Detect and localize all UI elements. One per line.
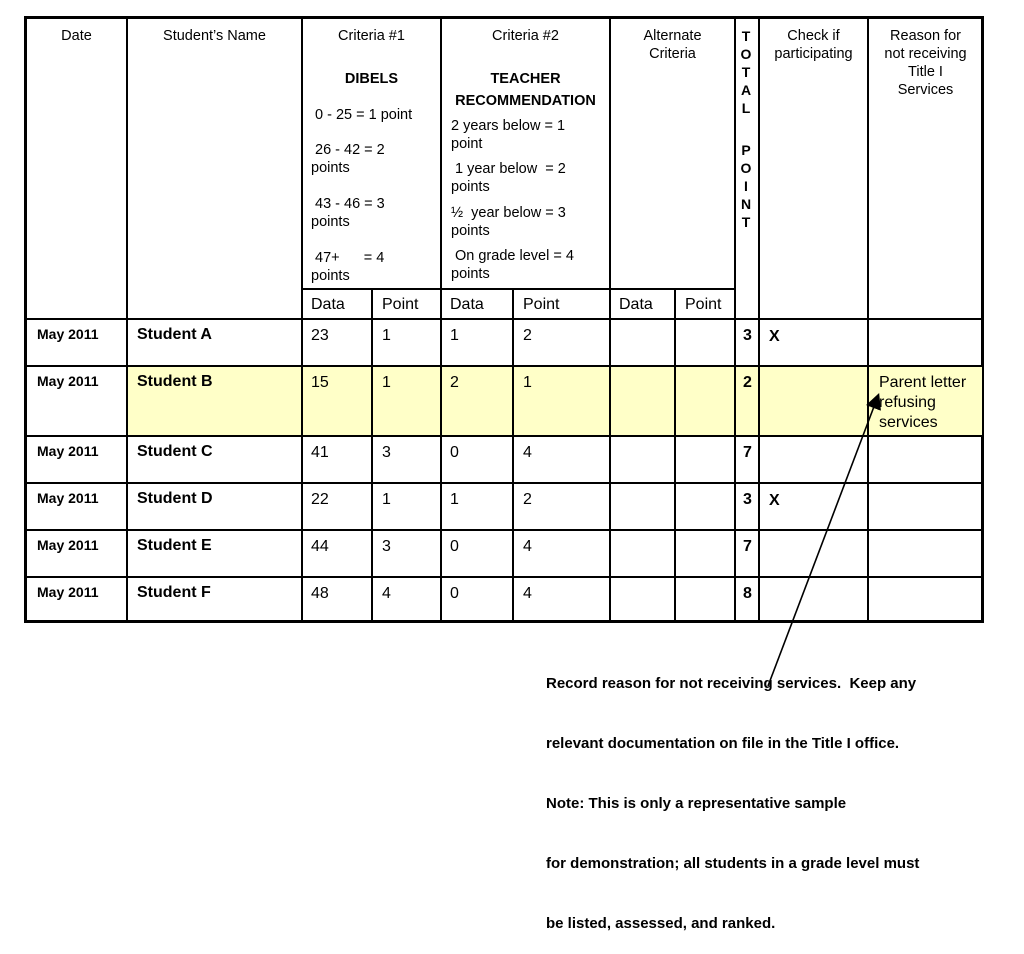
total-points-letter: A bbox=[740, 82, 752, 98]
total-points-letter: O bbox=[740, 46, 752, 62]
total-points-letter: I bbox=[744, 178, 748, 194]
footnote-line: for demonstration; all students in a grade level must bbox=[546, 855, 920, 872]
row-c1-data: 44 bbox=[311, 538, 329, 555]
row-c1-point: 1 bbox=[382, 491, 391, 508]
header-criteria2-subtitle: RECOMMENDATION bbox=[455, 93, 596, 109]
row-c1-point: 1 bbox=[382, 327, 391, 344]
criteria1-range: 43 - 46 = 3 bbox=[315, 196, 385, 212]
header-reason: not receiving bbox=[884, 46, 967, 62]
criteria1-range: 26 - 42 = 2 bbox=[315, 142, 385, 158]
header-reason: Title I bbox=[908, 64, 943, 80]
footnote-line: relevant documentation on file in the Title I office. bbox=[546, 735, 900, 752]
row-student-name: Student E bbox=[137, 537, 212, 554]
row-c1-point: 3 bbox=[382, 538, 391, 555]
criteria2-level: 1 year below = 2 bbox=[455, 161, 566, 177]
header-alternate-criteria: Criteria bbox=[649, 46, 696, 62]
subheader-alt-point: Point bbox=[685, 296, 722, 313]
header-alternate-criteria: Alternate bbox=[643, 28, 702, 44]
row-c2-data: 1 bbox=[450, 491, 459, 508]
row-c2-point: 4 bbox=[523, 444, 532, 461]
total-points-letter: O bbox=[740, 160, 752, 176]
row-c1-data: 41 bbox=[311, 444, 329, 461]
row-student-name: Student A bbox=[137, 326, 212, 343]
row-date: May 2011 bbox=[37, 490, 99, 506]
total-points-letter: T bbox=[741, 28, 751, 44]
criteria2-level: points bbox=[451, 223, 490, 239]
total-points-letter: P bbox=[741, 142, 751, 158]
header-student-name: Student’s Name bbox=[163, 28, 266, 44]
footnote-line: Note: This is only a representative sample bbox=[546, 795, 847, 812]
row-c2-point: 1 bbox=[523, 374, 532, 391]
row-date: May 2011 bbox=[37, 326, 99, 342]
criteria1-range: points bbox=[311, 268, 350, 284]
row-c1-data: 23 bbox=[311, 327, 329, 344]
subheader-alt-data: Data bbox=[619, 296, 653, 313]
criteria1-range: 47+ = 4 bbox=[315, 250, 385, 266]
row-c1-data: 48 bbox=[311, 585, 329, 602]
total-points-letter: T bbox=[741, 64, 751, 80]
row-c2-data: 0 bbox=[450, 538, 459, 555]
row-reason: refusing bbox=[879, 394, 936, 411]
row-reason: Parent letter bbox=[879, 374, 967, 391]
header-criteria1-subtitle: DIBELS bbox=[344, 71, 399, 87]
row-total: 2 bbox=[743, 374, 752, 391]
criteria2-level: On grade level = 4 bbox=[455, 248, 574, 264]
footnote-line: be listed, assessed, and ranked. bbox=[546, 915, 776, 932]
subheader-c2-point: Point bbox=[523, 296, 560, 313]
criteria2-level: ½ year below = 3 bbox=[451, 205, 566, 221]
criteria1-range: points bbox=[311, 160, 350, 176]
row-total: 3 bbox=[743, 327, 752, 344]
row-date: May 2011 bbox=[37, 373, 99, 389]
row-c2-point: 2 bbox=[523, 327, 532, 344]
subheader-c1-data: Data bbox=[311, 296, 345, 313]
subheader-c2-data: Data bbox=[450, 296, 484, 313]
row-total: 8 bbox=[743, 585, 752, 602]
row-total: 3 bbox=[743, 491, 752, 508]
total-points-letter: N bbox=[740, 196, 752, 212]
row-student-name: Student F bbox=[137, 584, 211, 601]
header-reason: Services bbox=[897, 82, 954, 98]
footnote bbox=[546, 634, 919, 954]
header-criteria1-title: Criteria #1 bbox=[338, 28, 405, 44]
subheader-c1-point: Point bbox=[382, 296, 419, 313]
row-date: May 2011 bbox=[37, 537, 99, 553]
row-c2-point: 4 bbox=[523, 585, 532, 602]
header-date: Date bbox=[61, 28, 92, 44]
header-check-participating: participating bbox=[774, 46, 853, 62]
row-check-mark: X bbox=[769, 492, 780, 509]
header-criteria2-subtitle: TEACHER bbox=[490, 71, 561, 87]
criteria2-level: 2 years below = 1 bbox=[451, 118, 566, 134]
header-criteria2-title: Criteria #2 bbox=[492, 28, 559, 44]
header-check-participating: Check if bbox=[787, 28, 840, 44]
row-reason: services bbox=[879, 414, 938, 431]
row-date: May 2011 bbox=[37, 443, 99, 459]
row-c2-data: 1 bbox=[450, 327, 459, 344]
criteria1-range: points bbox=[311, 214, 350, 230]
row-c2-point: 2 bbox=[523, 491, 532, 508]
header-reason: Reason for bbox=[890, 28, 961, 44]
criteria2-level: points bbox=[451, 266, 490, 282]
row-c1-data: 22 bbox=[311, 491, 329, 508]
row-c2-data: 2 bbox=[450, 374, 459, 391]
row-student-name: Student B bbox=[137, 373, 213, 390]
row-c2-data: 0 bbox=[450, 444, 459, 461]
row-c2-point: 4 bbox=[523, 538, 532, 555]
row-check-mark: X bbox=[769, 328, 780, 345]
row-date: May 2011 bbox=[37, 584, 99, 600]
row-total: 7 bbox=[743, 538, 752, 555]
row-c1-point: 1 bbox=[382, 374, 391, 391]
row-c1-data: 15 bbox=[311, 374, 329, 391]
criteria1-range: 0 - 25 = 1 point bbox=[315, 107, 413, 123]
row-c2-data: 0 bbox=[450, 585, 459, 602]
row-c1-point: 3 bbox=[382, 444, 391, 461]
criteria2-level: point bbox=[451, 136, 483, 152]
row-c1-point: 4 bbox=[382, 585, 391, 602]
footnote-line: Record reason for not receiving services. Keep any bbox=[546, 675, 917, 692]
total-points-letter: T bbox=[741, 214, 751, 230]
row-student-name: Student C bbox=[137, 443, 213, 460]
total-points-letter: L bbox=[741, 100, 751, 116]
criteria2-level: points bbox=[451, 179, 490, 195]
row-total: 7 bbox=[743, 444, 752, 461]
row-student-name: Student D bbox=[137, 490, 213, 507]
